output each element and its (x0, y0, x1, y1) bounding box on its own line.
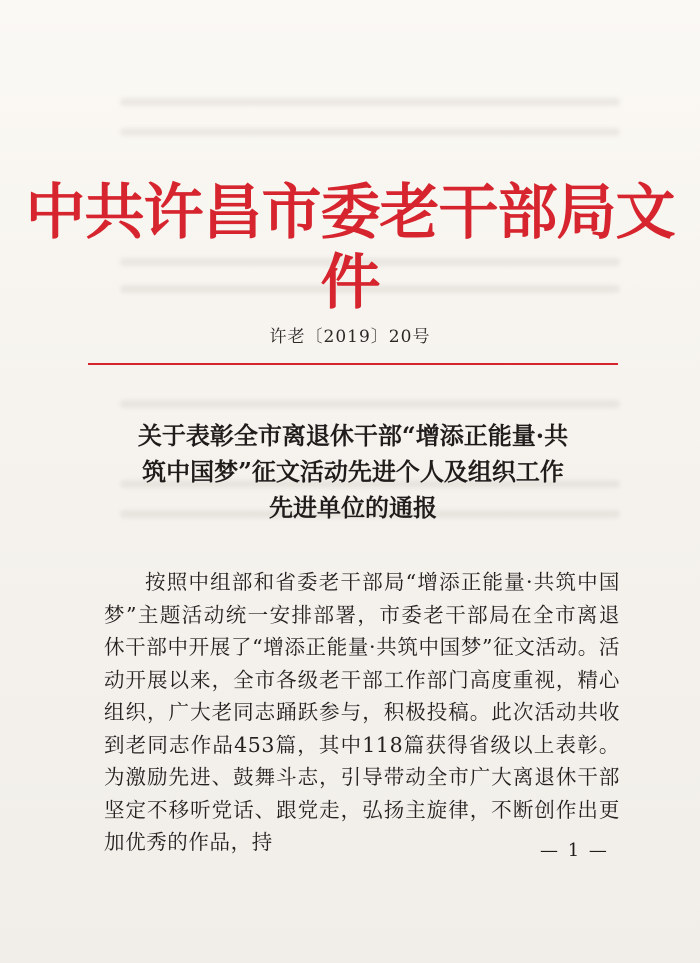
page-number: — 1 — (540, 840, 609, 861)
document-number: 许老〔2019〕20号 (269, 327, 431, 347)
document-title-line: 关于表彰全市离退休干部“增添正能量·共 (137, 421, 569, 450)
show-through-mark (120, 400, 620, 408)
show-through-mark (120, 98, 620, 106)
document-header-title: 中共许昌市委老干部局文件 (25, 178, 675, 318)
document-title (98, 418, 608, 526)
document-title-line: 先进单位的通报 (269, 493, 437, 522)
document-title-line: 筑中国梦”征文活动先进个人及组织工作 (142, 457, 564, 486)
body-paragraph: 按照中组部和省委老干部局“增添正能量·共筑中国梦”主题活动统一安排部署，市委老干部局在全市离退休干部中开展了“增添正能量·共筑中国梦”征文活动。活动开展以来，全市各级老干部工作部门高度重视，精心组织，广大老同志踊跃参与，积极投稿。此次活动共收到老同志作品453篇，其中118篇获得省级以上表彰。为激励先进、鼓舞斗志，引导带动全市广大离退休干部坚定不移听党话、跟党走，弘扬主旋律，不断创作出更加优秀的作品，持 (104, 570, 620, 854)
show-through-mark (120, 128, 620, 136)
red-divider-line (88, 363, 618, 365)
